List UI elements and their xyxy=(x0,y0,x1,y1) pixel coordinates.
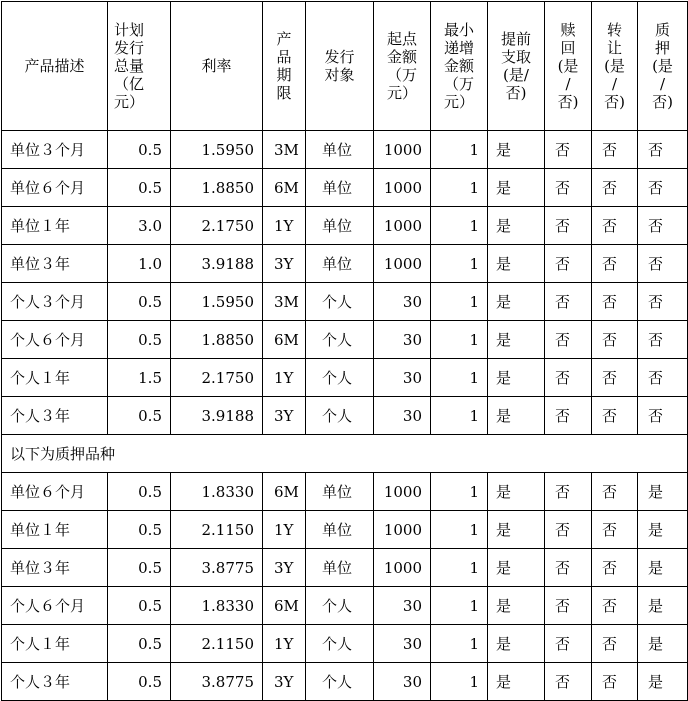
cell-min-amount: 1000 xyxy=(374,131,431,169)
cell-term: 3Y xyxy=(263,245,306,283)
cell-term: 1Y xyxy=(263,359,306,397)
cell-product: 单位３年 xyxy=(2,245,108,283)
table-row xyxy=(2,549,688,587)
cell-volume: 3.0 xyxy=(108,207,171,245)
table-row xyxy=(2,131,688,169)
cell-term: 6M xyxy=(263,321,306,359)
cell-term: 1Y xyxy=(263,625,306,663)
cell-pledge: 否 xyxy=(638,321,688,359)
cell-transfer: 否 xyxy=(592,207,638,245)
cell-early-withdrawal: 是 xyxy=(488,283,545,321)
cell-pledge: 否 xyxy=(638,359,688,397)
cell-product: 个人６个月 xyxy=(2,321,108,359)
cell-min-amount: 1000 xyxy=(374,473,431,511)
cell-term: 3M xyxy=(263,131,306,169)
cell-target: 单位 xyxy=(306,511,374,549)
table-row xyxy=(2,207,688,245)
cell-product: 个人１年 xyxy=(2,359,108,397)
header-early-withdrawal: 提前 支取 (是/ 否) xyxy=(488,2,545,131)
product-table xyxy=(1,1,688,701)
cell-rate: 3.9188 xyxy=(171,245,263,283)
cell-term: 3Y xyxy=(263,663,306,701)
header-planned-volume: 计划 发行 总量 （亿 元） xyxy=(108,2,171,131)
cell-increment: 1 xyxy=(431,511,488,549)
cell-volume: 0.5 xyxy=(108,511,171,549)
cell-min-amount: 1000 xyxy=(374,511,431,549)
cell-increment: 1 xyxy=(431,663,488,701)
cell-transfer: 否 xyxy=(592,549,638,587)
cell-product: 单位３个月 xyxy=(2,131,108,169)
cell-increment: 1 xyxy=(431,473,488,511)
cell-transfer: 否 xyxy=(592,321,638,359)
cell-transfer: 否 xyxy=(592,625,638,663)
section-label: 以下为质押品种 xyxy=(2,435,688,473)
cell-target: 个人 xyxy=(306,625,374,663)
header-rate: 利率 xyxy=(171,2,263,131)
cell-rate: 1.8330 xyxy=(171,587,263,625)
header-row xyxy=(2,2,688,131)
cell-redeem: 否 xyxy=(545,169,592,207)
cell-term: 3Y xyxy=(263,397,306,435)
cell-volume: 0.5 xyxy=(108,625,171,663)
table-row xyxy=(2,397,688,435)
table-row xyxy=(2,321,688,359)
cell-pledge: 是 xyxy=(638,473,688,511)
cell-volume: 0.5 xyxy=(108,131,171,169)
cell-rate: 1.8330 xyxy=(171,473,263,511)
cell-increment: 1 xyxy=(431,359,488,397)
cell-target: 个人 xyxy=(306,359,374,397)
cell-pledge: 是 xyxy=(638,663,688,701)
cell-product: 单位６个月 xyxy=(2,169,108,207)
cell-term: 3M xyxy=(263,283,306,321)
cell-volume: 0.5 xyxy=(108,663,171,701)
cell-redeem: 否 xyxy=(545,131,592,169)
cell-target: 单位 xyxy=(306,549,374,587)
table-row xyxy=(2,283,688,321)
cell-increment: 1 xyxy=(431,283,488,321)
cell-rate: 2.1150 xyxy=(171,625,263,663)
cell-term: 1Y xyxy=(263,511,306,549)
cell-rate: 3.9188 xyxy=(171,397,263,435)
cell-target: 个人 xyxy=(306,663,374,701)
cell-early-withdrawal: 是 xyxy=(488,473,545,511)
cell-volume: 0.5 xyxy=(108,321,171,359)
cell-early-withdrawal: 是 xyxy=(488,625,545,663)
cell-pledge: 否 xyxy=(638,283,688,321)
cell-target: 个人 xyxy=(306,321,374,359)
table-row xyxy=(2,587,688,625)
cell-rate: 2.1150 xyxy=(171,511,263,549)
cell-early-withdrawal: 是 xyxy=(488,169,545,207)
cell-target: 单位 xyxy=(306,207,374,245)
table-row xyxy=(2,245,688,283)
cell-early-withdrawal: 是 xyxy=(488,549,545,587)
cell-target: 单位 xyxy=(306,245,374,283)
cell-product: 个人３年 xyxy=(2,397,108,435)
table-row xyxy=(2,625,688,663)
header-increment: 最小 递增 金额 （万 元） xyxy=(431,2,488,131)
cell-transfer: 否 xyxy=(592,511,638,549)
cell-redeem: 否 xyxy=(545,549,592,587)
cell-redeem: 否 xyxy=(545,283,592,321)
cell-target: 单位 xyxy=(306,131,374,169)
table-body-section xyxy=(2,435,688,473)
cell-early-withdrawal: 是 xyxy=(488,321,545,359)
cell-increment: 1 xyxy=(431,207,488,245)
cell-volume: 0.5 xyxy=(108,473,171,511)
cell-min-amount: 1000 xyxy=(374,207,431,245)
cell-pledge: 是 xyxy=(638,587,688,625)
cell-rate: 2.1750 xyxy=(171,359,263,397)
cell-rate: 2.1750 xyxy=(171,207,263,245)
cell-min-amount: 1000 xyxy=(374,549,431,587)
cell-pledge: 否 xyxy=(638,207,688,245)
cell-early-withdrawal: 是 xyxy=(488,663,545,701)
cell-rate: 3.8775 xyxy=(171,549,263,587)
table-row xyxy=(2,511,688,549)
cell-min-amount: 30 xyxy=(374,283,431,321)
cell-volume: 0.5 xyxy=(108,587,171,625)
table-body-standard xyxy=(2,131,688,435)
cell-early-withdrawal: 是 xyxy=(488,359,545,397)
cell-redeem: 否 xyxy=(545,397,592,435)
cell-rate: 1.5950 xyxy=(171,131,263,169)
cell-increment: 1 xyxy=(431,169,488,207)
table-row xyxy=(2,169,688,207)
cell-redeem: 否 xyxy=(545,663,592,701)
cell-product: 个人６个月 xyxy=(2,587,108,625)
cell-target: 个人 xyxy=(306,587,374,625)
cell-increment: 1 xyxy=(431,549,488,587)
table-body-pledge xyxy=(2,473,688,701)
cell-min-amount: 30 xyxy=(374,397,431,435)
cell-volume: 0.5 xyxy=(108,397,171,435)
cell-target: 个人 xyxy=(306,283,374,321)
cell-rate: 1.8850 xyxy=(171,321,263,359)
cell-early-withdrawal: 是 xyxy=(488,207,545,245)
cell-min-amount: 30 xyxy=(374,587,431,625)
table-row xyxy=(2,359,688,397)
cell-early-withdrawal: 是 xyxy=(488,587,545,625)
cell-early-withdrawal: 是 xyxy=(488,131,545,169)
table-row xyxy=(2,473,688,511)
cell-transfer: 否 xyxy=(592,473,638,511)
cell-pledge: 否 xyxy=(638,169,688,207)
cell-min-amount: 30 xyxy=(374,359,431,397)
section-row xyxy=(2,435,688,473)
cell-redeem: 否 xyxy=(545,625,592,663)
cell-increment: 1 xyxy=(431,321,488,359)
cell-redeem: 否 xyxy=(545,473,592,511)
cell-transfer: 否 xyxy=(592,245,638,283)
header-transfer: 转 让 (是 / 否) xyxy=(592,2,638,131)
cell-pledge: 否 xyxy=(638,397,688,435)
header-min-amount: 起点 金额 （万 元） xyxy=(374,2,431,131)
cell-pledge: 是 xyxy=(638,625,688,663)
cell-transfer: 否 xyxy=(592,397,638,435)
cell-product: 单位１年 xyxy=(2,511,108,549)
cell-rate: 1.5950 xyxy=(171,283,263,321)
cell-product: 单位６个月 xyxy=(2,473,108,511)
cell-early-withdrawal: 是 xyxy=(488,245,545,283)
cell-transfer: 否 xyxy=(592,663,638,701)
cell-term: 6M xyxy=(263,169,306,207)
cell-volume: 1.5 xyxy=(108,359,171,397)
cell-term: 3Y xyxy=(263,549,306,587)
cell-rate: 3.8775 xyxy=(171,663,263,701)
cell-product: 单位３年 xyxy=(2,549,108,587)
header-term: 产 品 期 限 xyxy=(263,2,306,131)
header-target: 发行 对象 xyxy=(306,2,374,131)
cell-pledge: 是 xyxy=(638,511,688,549)
cell-product: 个人３个月 xyxy=(2,283,108,321)
cell-volume: 0.5 xyxy=(108,549,171,587)
cell-rate: 1.8850 xyxy=(171,169,263,207)
header-pledge: 质 押 (是 / 否) xyxy=(638,2,688,131)
cell-transfer: 否 xyxy=(592,169,638,207)
cell-increment: 1 xyxy=(431,245,488,283)
cell-increment: 1 xyxy=(431,397,488,435)
header-redeem: 赎 回 (是 / 否) xyxy=(545,2,592,131)
cell-product: 单位１年 xyxy=(2,207,108,245)
cell-increment: 1 xyxy=(431,625,488,663)
cell-term: 1Y xyxy=(263,207,306,245)
cell-redeem: 否 xyxy=(545,245,592,283)
cell-transfer: 否 xyxy=(592,283,638,321)
cell-transfer: 否 xyxy=(592,587,638,625)
cell-redeem: 否 xyxy=(545,511,592,549)
cell-min-amount: 30 xyxy=(374,321,431,359)
cell-term: 6M xyxy=(263,587,306,625)
cell-redeem: 否 xyxy=(545,207,592,245)
cell-transfer: 否 xyxy=(592,131,638,169)
cell-transfer: 否 xyxy=(592,359,638,397)
cell-early-withdrawal: 是 xyxy=(488,511,545,549)
cell-min-amount: 30 xyxy=(374,663,431,701)
cell-volume: 0.5 xyxy=(108,283,171,321)
cell-pledge: 否 xyxy=(638,131,688,169)
cell-increment: 1 xyxy=(431,131,488,169)
cell-target: 个人 xyxy=(306,397,374,435)
cell-volume: 0.5 xyxy=(108,169,171,207)
cell-min-amount: 30 xyxy=(374,625,431,663)
cell-target: 单位 xyxy=(306,169,374,207)
cell-redeem: 否 xyxy=(545,359,592,397)
cell-pledge: 否 xyxy=(638,245,688,283)
cell-pledge: 是 xyxy=(638,549,688,587)
cell-product: 个人３年 xyxy=(2,663,108,701)
cell-target: 单位 xyxy=(306,473,374,511)
cell-product: 个人１年 xyxy=(2,625,108,663)
cell-early-withdrawal: 是 xyxy=(488,397,545,435)
cell-redeem: 否 xyxy=(545,321,592,359)
header-product-desc: 产品描述 xyxy=(2,2,108,131)
cell-min-amount: 1000 xyxy=(374,169,431,207)
cell-redeem: 否 xyxy=(545,587,592,625)
cell-min-amount: 1000 xyxy=(374,245,431,283)
table-row xyxy=(2,663,688,701)
cell-increment: 1 xyxy=(431,587,488,625)
cell-volume: 1.0 xyxy=(108,245,171,283)
cell-term: 6M xyxy=(263,473,306,511)
